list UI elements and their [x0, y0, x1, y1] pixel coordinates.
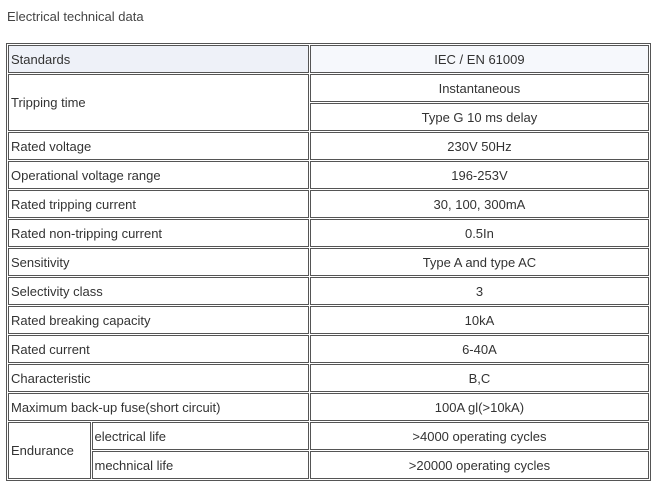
row-label-rated-current: Rated current — [8, 335, 309, 363]
row-value-rated-breaking-capacity: 10kA — [310, 306, 649, 334]
row-label-tripping-time: Tripping time — [8, 74, 309, 131]
table-row — [8, 451, 649, 479]
row-value-electrical-life: >4000 operating cycles — [310, 422, 649, 450]
table-row — [8, 161, 649, 189]
row-value-rated-voltage: 230V 50Hz — [310, 132, 649, 160]
row-label-endurance: Endurance — [8, 422, 91, 479]
page-title: Electrical technical data — [7, 9, 144, 24]
technical-data-table — [6, 43, 651, 481]
technical-data-table-wrapper — [6, 43, 651, 481]
row-value-rated-tripping-current: 30, 100, 300mA — [310, 190, 649, 218]
row-value-characteristic: B,C — [310, 364, 649, 392]
table-row — [8, 248, 649, 276]
table-row — [8, 393, 649, 421]
table-row — [8, 364, 649, 392]
row-sublabel-mechanical-life: mechnical life — [92, 451, 309, 479]
row-value-sensitivity: Type A and type AC — [310, 248, 649, 276]
row-label-operational-voltage-range: Operational voltage range — [8, 161, 309, 189]
table-row — [8, 277, 649, 305]
row-value-rated-non-tripping-current: 0.5In — [310, 219, 649, 247]
row-label-rated-breaking-capacity: Rated breaking capacity — [8, 306, 309, 334]
row-label-characteristic: Characteristic — [8, 364, 309, 392]
table-row — [8, 190, 649, 218]
table-row — [8, 45, 649, 73]
table-row — [8, 219, 649, 247]
table-row — [8, 306, 649, 334]
row-value-selectivity-class: 3 — [310, 277, 649, 305]
row-label-rated-non-tripping-current: Rated non-tripping current — [8, 219, 309, 247]
row-value-mechanical-life: >20000 operating cycles — [310, 451, 649, 479]
row-value-tripping-time-1: Instantaneous — [310, 74, 649, 102]
row-label-standards: Standards — [8, 45, 309, 73]
row-value-standards: IEC / EN 61009 — [310, 45, 649, 73]
table-row — [8, 74, 649, 102]
row-label-selectivity-class: Selectivity class — [8, 277, 309, 305]
table-row — [8, 132, 649, 160]
table-row — [8, 335, 649, 363]
table-row — [8, 422, 649, 450]
row-label-max-backup-fuse: Maximum back-up fuse(short circuit) — [8, 393, 309, 421]
row-label-rated-tripping-current: Rated tripping current — [8, 190, 309, 218]
row-sublabel-electrical-life: electrical life — [92, 422, 309, 450]
row-value-max-backup-fuse: 100A gl(>10kA) — [310, 393, 649, 421]
row-value-rated-current: 6-40A — [310, 335, 649, 363]
row-value-operational-voltage-range: 196-253V — [310, 161, 649, 189]
row-label-rated-voltage: Rated voltage — [8, 132, 309, 160]
row-label-sensitivity: Sensitivity — [8, 248, 309, 276]
row-value-tripping-time-2: Type G 10 ms delay — [310, 103, 649, 131]
